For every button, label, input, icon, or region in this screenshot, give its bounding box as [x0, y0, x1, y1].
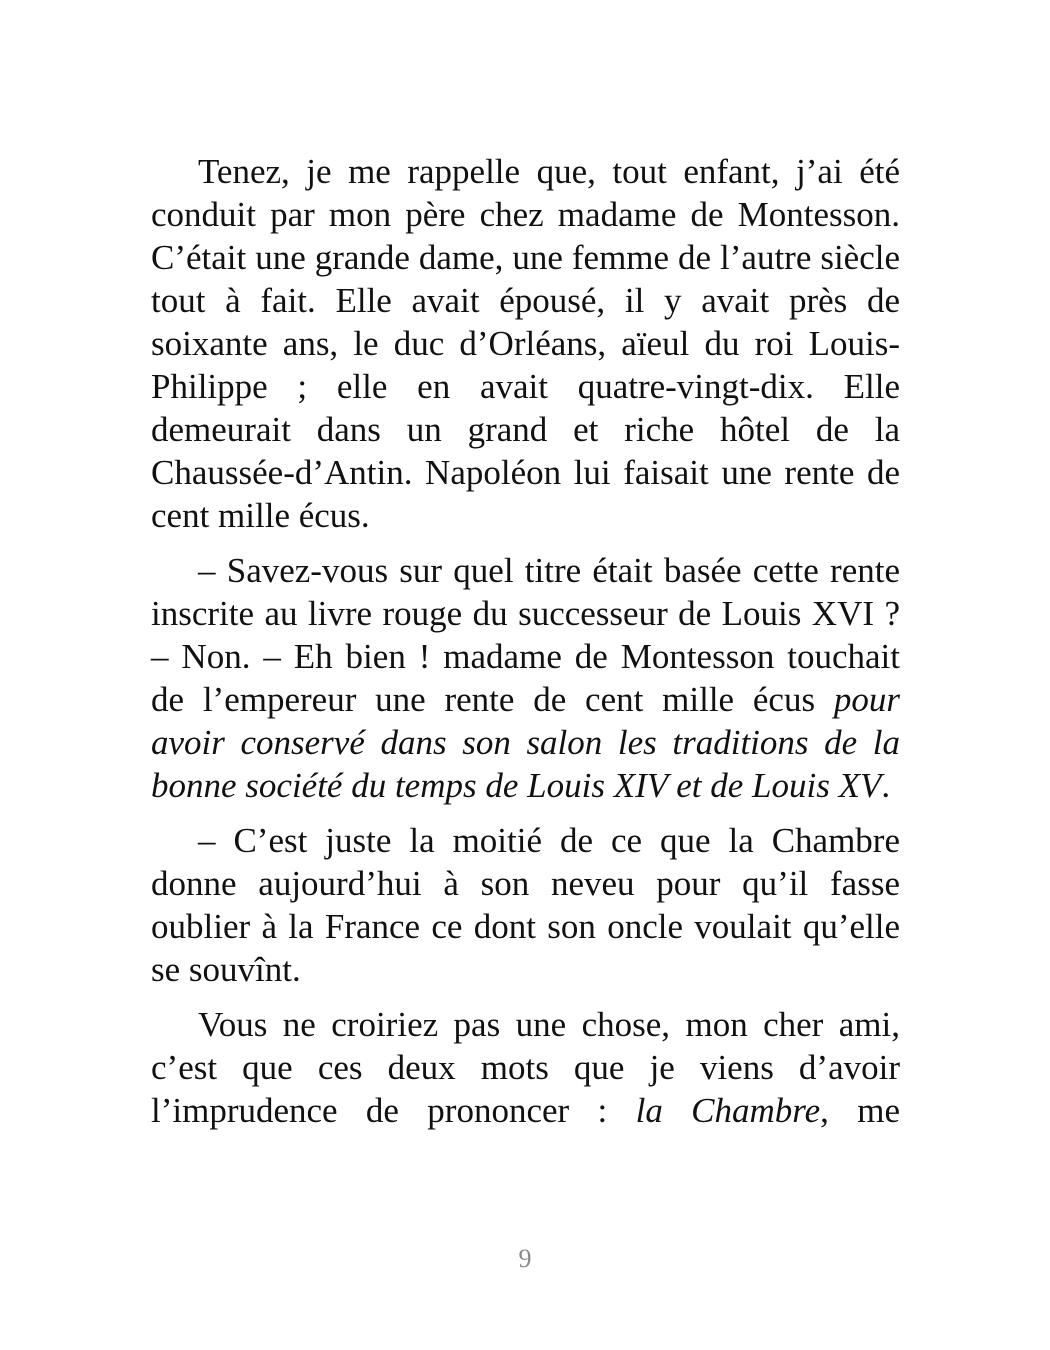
- italic-term: la Chambre: [635, 1091, 821, 1130]
- paragraph-text: Vous ne croiriez pas une chose, mon cher ami, c’est que ces deux mots que je viens d’avoir l’imprudence de prononcer :: [151, 1005, 900, 1130]
- paragraph-3: [151, 819, 900, 991]
- italic-quote: pour avoir conservé dans son salon les traditions de la bonne société du temps de Louis XIV et de Louis XV: [151, 680, 900, 805]
- paragraph-text: .: [881, 766, 891, 805]
- paragraph-text: – Savez-vous sur quel titre était basée cette rente inscrite au livre rouge du successeur de Louis XVI ? – Non. – Eh bien ! madame de Montesson touchait de l’empereur une rente de cent mille écus: [151, 551, 900, 719]
- body-text: [151, 150, 900, 1144]
- paragraph-2: [151, 549, 900, 807]
- paragraph-1: [151, 150, 900, 537]
- paragraph-text: Tenez, je me rappelle que, tout enfant, j’ai été conduit par mon père chez madame de Montesson. C’était une grande dame, une femme de l’autre siècle tout à fait. Elle avait épousé, il y avait près de soixante ans, le duc d’Orléans, aïeul du roi Louis-Philippe ; elle en avait quatre-vingt-dix. Elle demeurait dans un grand et riche hôtel de la Chaussée-d’Antin. Napoléon lui faisait une rente de cent mille écus.: [151, 152, 900, 535]
- page-number: 9: [518, 1244, 532, 1273]
- paragraph-text: , me: [820, 1091, 900, 1130]
- paragraph-4: [151, 1003, 900, 1132]
- paragraph-text: – C’est juste la moitié de ce que la Chambre donne aujourd’hui à son neveu pour qu’il fasse oublier à la France ce dont son oncle voulait qu’elle se souvînt.: [151, 821, 900, 989]
